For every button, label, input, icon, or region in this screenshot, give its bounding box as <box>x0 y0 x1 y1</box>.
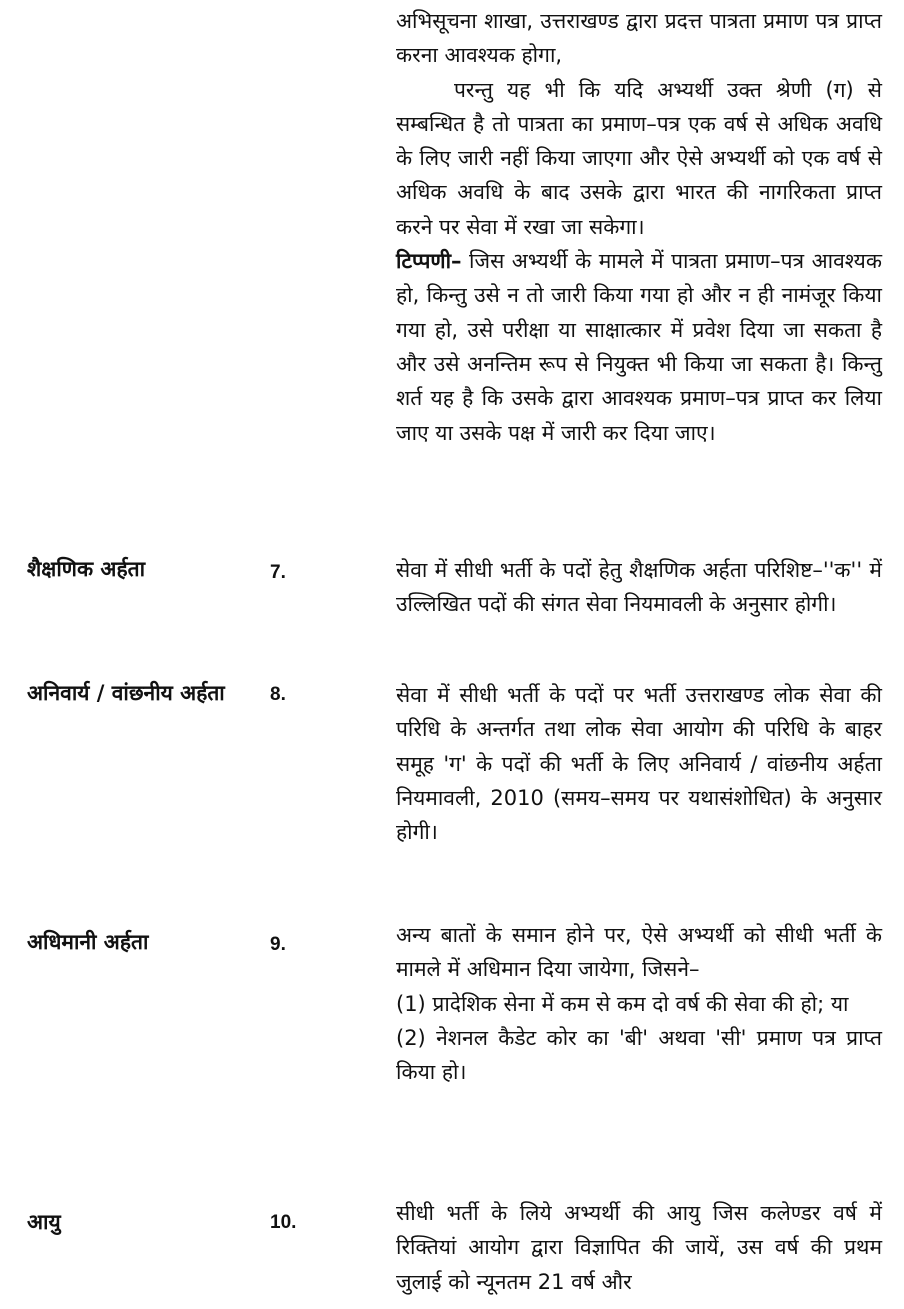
rule-9-item-2: (2) नेशनल कैडेट कोर का 'बी' अथवा 'सी' प्रमाण पत्र प्राप्त किया हो। <box>396 1025 882 1085</box>
note-text: जिस अभ्यर्थी के मामले में पात्रता प्रमाण–पत्र आवश्यक हो, किन्तु उसे न तो जारी किया गया हो और न ही नामंजूर किया गया हो, उसे परीक्षा या साक्षात्कार में प्रवेश दिया जा सकता है और उसे अनन्तिम रूप से नियुक्त भी किया जा सकता है। किन्तु शर्त यह है कि उसके द्वारा आवश्यक प्रमाण–पत्र प्राप्त कर लिया जाए या उसके पक्ष में जारी कर दिया जाए। <box>396 249 882 445</box>
proviso-paragraph: परन्तु यह भी कि यदि अभ्यर्थी उक्त श्रेणी (ग) से सम्बन्धित है तो पात्रता का प्रमाण–पत्र एक वर्ष से अधिक अवधि के लिए जारी नहीं किया जाएगा और ऐसे अभ्यर्थी को एक वर्ष से अधिक अवधि के बाद उसके द्वारा भारत की नागरिकता प्राप्त करने पर सेवा में रखा जा सकेगा। <box>396 77 882 239</box>
rule-10-text <box>396 1196 882 1299</box>
rule-10-paragraph: सीधी भर्ती के लिये अभ्यर्थी की आयु जिस कलेण्डर वर्ष में रिक्तियां आयोग द्वारा विज्ञापित की जायें, उस वर्ष की प्रथम जुलाई को न्यूनतम 21 वर्ष और <box>396 1201 882 1294</box>
rule-9-number: 9. <box>270 934 286 955</box>
rule-10-heading: आयु <box>27 1210 61 1234</box>
rule-8-paragraph: सेवा में सीधी भर्ती के पदों पर भर्ती उत्तराखण्ड लोक सेवा की परिधि के अन्तर्गत तथा लोक सेवा आयोग की परिधि के बाहर समूह 'ग' के पदों की भर्ती के लिए अनिवार्य / वांछनीय अर्हता नियमावली, 2010 (समय–समय पर यथासंशोधित) के अनुसार होगी। <box>396 683 882 845</box>
rule-7-heading: शैक्षणिक अर्हता <box>27 557 146 581</box>
rule-8-heading: अनिवार्य / वांछनीय अर्हता <box>27 681 225 705</box>
rule-9-item-1: (1) प्रादेशिक सेना में कम से कम दो वर्ष की सेवा की हो; या <box>396 991 849 1016</box>
rule-10-number: 10. <box>270 1212 297 1233</box>
note-label: टिप्पणी– <box>396 249 462 274</box>
rule-8-text <box>396 678 882 849</box>
rule-9-heading: अधिमानी अर्हता <box>27 930 149 954</box>
intro-block <box>396 4 882 450</box>
intro-line: अभिसूचना शाखा, उत्तराखण्ड द्वारा प्रदत्त पात्रता प्रमाण पत्र प्राप्त करना आवश्यक होगा, <box>396 9 882 68</box>
rule-8-number: 8. <box>270 684 286 705</box>
rule-7-text <box>396 553 882 622</box>
rule-9-paragraph: अन्य बातों के समान होने पर, ऐसे अभ्यर्थी को सीधी भर्ती के मामले में अधिमान दिया जायेगा, जिसने– <box>396 923 882 982</box>
rule-7-paragraph: सेवा में सीधी भर्ती के पदों हेतु शैक्षणिक अर्हता परिशिष्ट–''क'' में उल्लिखित पदों की संगत सेवा नियमावली के अनुसार होगी। <box>396 558 882 617</box>
note-paragraph <box>396 244 882 450</box>
rule-9-text <box>396 918 882 1089</box>
rule-7-number: 7. <box>270 562 286 583</box>
